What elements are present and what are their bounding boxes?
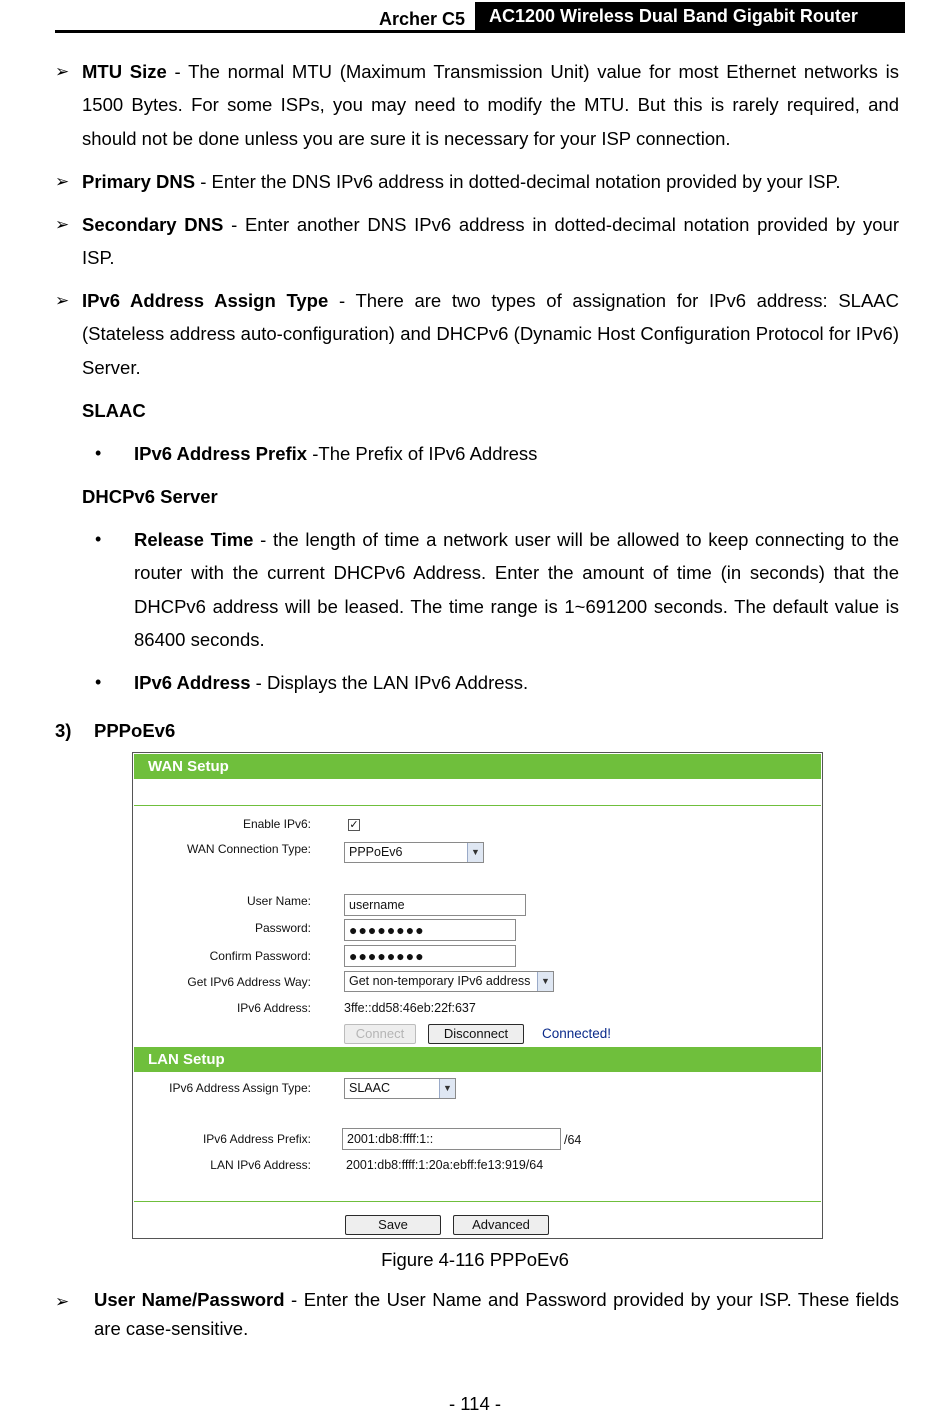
- release-time-term: Release Time: [134, 529, 254, 550]
- router-config-screenshot: [132, 752, 823, 1239]
- arrow-bullet-icon: ➢: [55, 1292, 70, 1311]
- lan-ipv6-address-label: LAN IPv6 Address:: [210, 1158, 311, 1172]
- arrow-bullet-icon: ➢: [55, 291, 70, 310]
- dot-bullet-icon: •: [95, 529, 102, 549]
- primary-dns-paragraph: [82, 165, 899, 198]
- prefix-label: IPv6 Address Prefix:: [202, 1132, 311, 1146]
- figure-caption: Figure 4-116 PPPoEv6: [381, 1249, 569, 1270]
- user-pass-term: User Name/Password: [94, 1289, 285, 1310]
- prefix-input[interactable]: 2001:db8:ffff:1::: [342, 1128, 561, 1150]
- enable-ipv6-label: Enable IPv6:: [242, 817, 311, 831]
- secondary-dns-paragraph: [82, 208, 899, 275]
- primary-dns-term: Primary DNS: [82, 171, 196, 192]
- ipv6-address-label: IPv6 Address:: [236, 1001, 311, 1015]
- wan-connection-type-select[interactable]: PPPoEv6 ▼: [344, 842, 484, 863]
- ipv6-address-term: IPv6 Address: [134, 672, 251, 693]
- save-button[interactable]: Save: [345, 1215, 441, 1235]
- secondary-dns-text: - Enter another DNS IPv6 address in dotted-decimal notation provided by your ISP.: [82, 214, 900, 269]
- lan-setup-bar: LAN Setup: [134, 1047, 821, 1072]
- primary-dns-text: - Enter the DNS IPv6 address in dotted-decimal notation provided by your ISP.: [195, 171, 841, 192]
- dhcpv6-heading: DHCPv6 Server: [82, 486, 218, 507]
- section-title: PPPoEv6: [94, 720, 176, 741]
- enable-ipv6-checkbox[interactable]: ✓: [349, 819, 359, 831]
- wan-connection-type-label: WAN Connection Type:: [186, 842, 311, 856]
- mtu-text: - The normal MTU (Maximum Transmission Unit) value for most Ethernet networks is 1500 Bytes. For some ISPs, you may need to modify the MTU. But this is rarely required, and should not be done unless you are sure it is necessary for your ISP connection.: [82, 61, 899, 149]
- user-name-input[interactable]: username: [344, 894, 526, 916]
- confirm-password-input[interactable]: ●●●●●●●●: [344, 945, 516, 967]
- password-input[interactable]: ●●●●●●●●: [344, 919, 516, 941]
- assign-type-term: IPv6 Address Assign Type: [82, 290, 329, 311]
- chevron-down-icon: ▼: [467, 843, 483, 862]
- advanced-button[interactable]: Advanced: [453, 1215, 549, 1235]
- user-name-label: User Name:: [246, 894, 311, 908]
- password-label: Password:: [254, 921, 311, 935]
- secondary-dns-term: Secondary DNS: [82, 214, 224, 235]
- assign-type-label: IPv6 Address Assign Type:: [169, 1081, 311, 1095]
- connect-button[interactable]: Connect: [344, 1024, 416, 1044]
- wan-setup-bar: WAN Setup: [134, 754, 821, 779]
- mtu-paragraph: [82, 55, 899, 155]
- page-number: - 114 -: [448, 1393, 502, 1414]
- section-number: 3): [55, 720, 72, 741]
- get-address-way-select[interactable]: Get non-temporary IPv6 address ▼: [344, 971, 554, 992]
- user-pass-text: - Enter the User Name and Password provided by your ISP. These fields are case-sensitive.: [94, 1289, 899, 1339]
- arrow-bullet-icon: ➢: [55, 172, 70, 191]
- disconnect-button[interactable]: Disconnect: [428, 1024, 524, 1044]
- divider: [134, 805, 821, 806]
- release-time-text: - the length of time a network user will be allowed to keep connecting to the router with the current DHCPv6 Address. Enter the amount of time (in seconds) that the DHCPv6 address will be leased. The time range is 1~691200 seconds. The default value is 86400 seconds.: [134, 529, 899, 650]
- slaac-heading: SLAAC: [82, 400, 146, 421]
- connection-status: Connected!: [542, 1026, 612, 1041]
- prefix-text: -The Prefix of IPv6 Address: [307, 443, 538, 464]
- prefix-paragraph: [134, 437, 899, 470]
- ipv6-address-paragraph: [134, 666, 899, 699]
- lan-ipv6-address-value: 2001:db8:ffff:1:20a:ebff:fe13:919/64: [346, 1158, 544, 1172]
- release-time-paragraph: [134, 523, 899, 656]
- arrow-bullet-icon: ➢: [55, 215, 70, 234]
- assign-type-select[interactable]: SLAAC ▼: [344, 1078, 456, 1099]
- header-title: AC1200 Wireless Dual Band Gigabit Router: [475, 2, 905, 31]
- assign-type-text: - There are two types of assignation for IPv6 address: SLAAC (Stateless address auto-configuration) and DHCPv6 (Dynamic Host Configuration Protocol for IPv6) Server.: [82, 290, 899, 378]
- prefix-term: IPv6 Address Prefix: [134, 443, 308, 464]
- arrow-bullet-icon: ➢: [55, 62, 70, 81]
- assign-type-paragraph: [82, 284, 899, 384]
- dot-bullet-icon: •: [95, 443, 102, 463]
- ipv6-address-value: 3ffe::dd58:46eb:22f:637: [344, 1001, 476, 1015]
- get-address-way-label: Get IPv6 Address Way:: [187, 975, 311, 989]
- page-header: [55, 2, 905, 33]
- divider: [134, 1201, 821, 1202]
- chevron-down-icon: ▼: [439, 1079, 455, 1098]
- dot-bullet-icon: •: [95, 672, 102, 692]
- confirm-password-label: Confirm Password:: [209, 949, 311, 963]
- user-pass-paragraph: [94, 1285, 899, 1343]
- chevron-down-icon: ▼: [537, 972, 553, 991]
- header-model: Archer C5: [378, 9, 465, 29]
- prefix-length: /64: [564, 1133, 582, 1147]
- mtu-term: MTU Size: [82, 61, 167, 82]
- ipv6-address-text: - Displays the LAN IPv6 Address.: [250, 672, 529, 693]
